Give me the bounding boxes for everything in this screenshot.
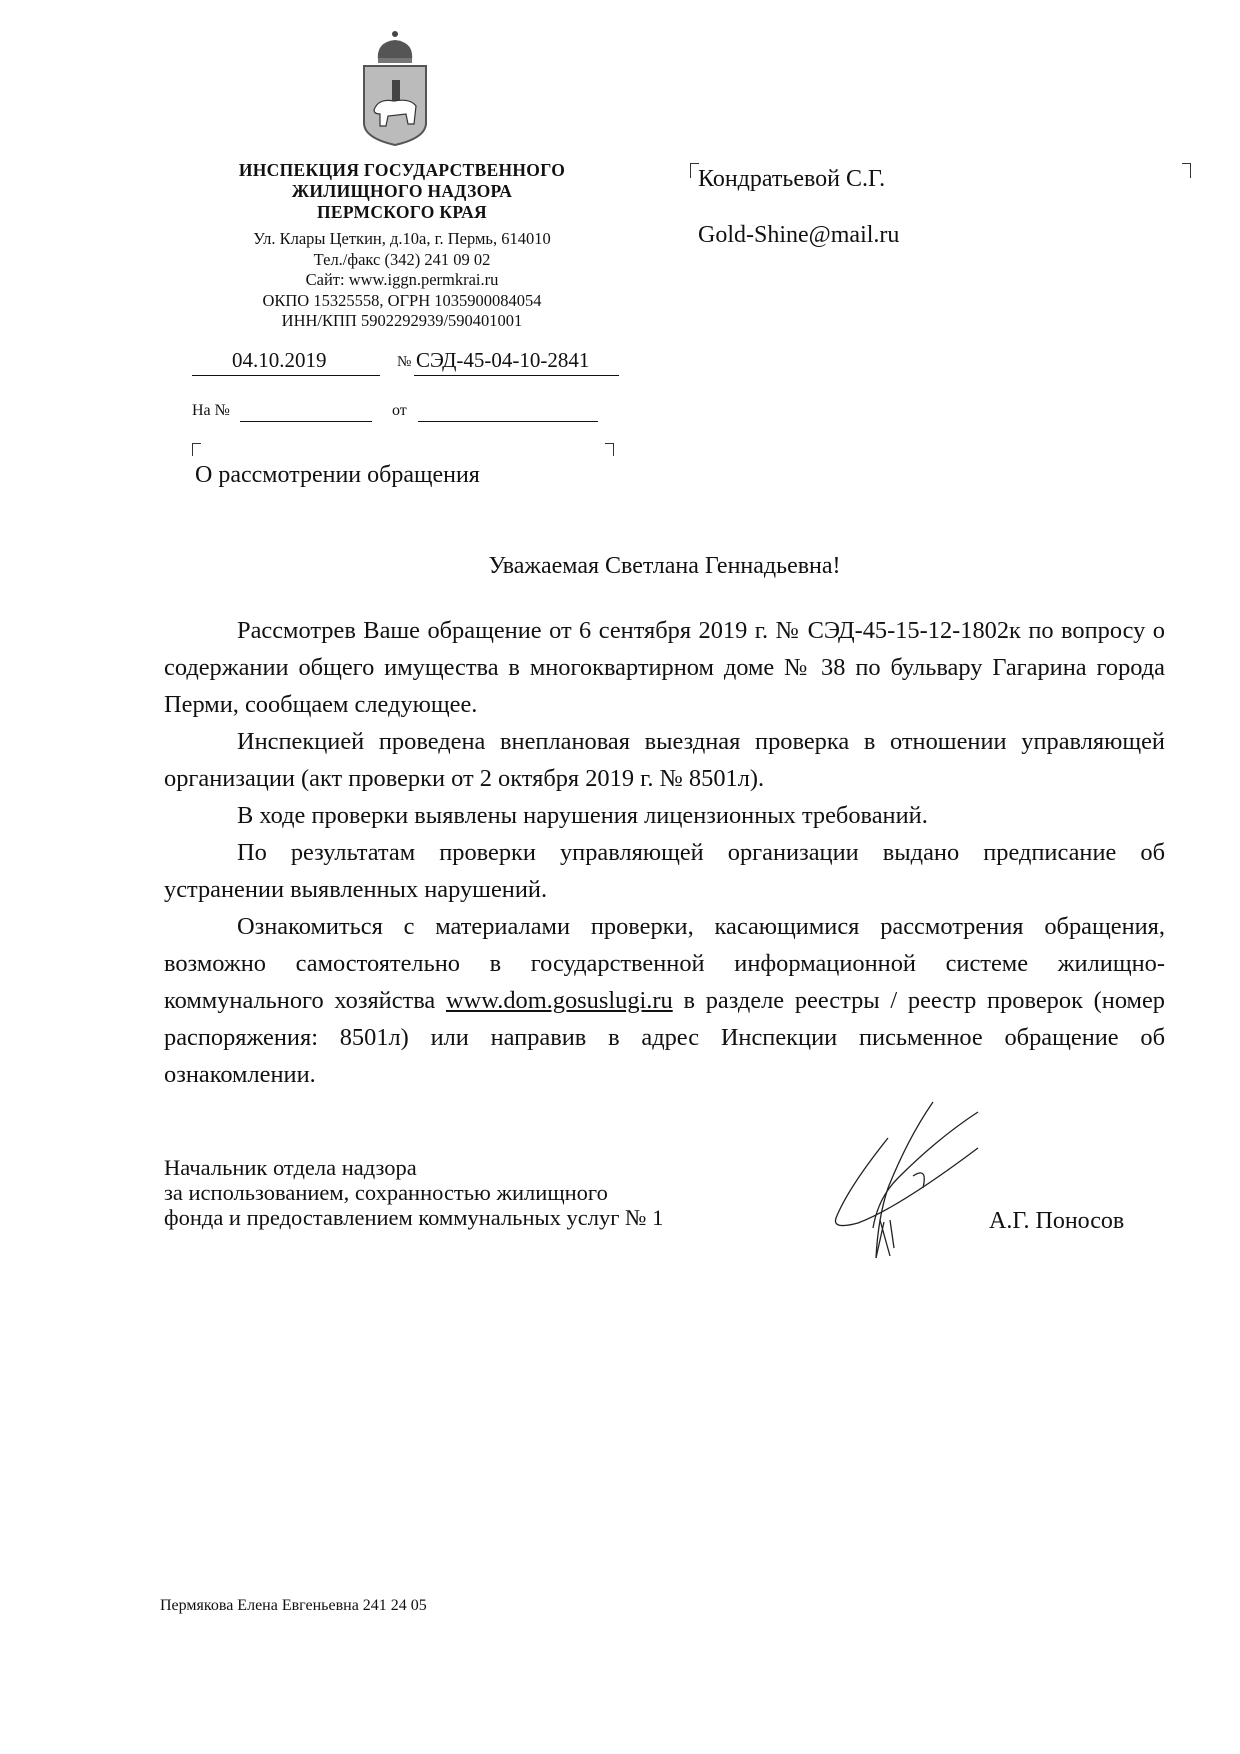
letter-date: 04.10.2019 <box>232 348 327 372</box>
org-line: ЖИЛИЩНОГО НАДЗОРА <box>291 181 513 201</box>
website-line: Сайт: www.iggn.permkrai.ru <box>305 270 499 289</box>
letter-number: СЭД-45-04-10-2841 <box>416 348 590 372</box>
reply-to-line <box>192 402 622 426</box>
paragraph: Рассмотрев Ваше обращение от 6 сентября 2019 г. № СЭД-45-15-12-1802к по вопросу о содержании общего имущества в многоквартирном доме № 38 по бульвару Гагарина города Перми, сообщаем следующее. <box>164 617 1165 718</box>
paragraph-text: в разделе реестры / реестр проверок (номер распоряжения: 8501л) или направив в адрес Инспекции письменное обращение об ознакомлении. <box>164 987 1166 1088</box>
perm-krai-coat-of-arms-icon <box>360 28 430 148</box>
position-line: Начальник отдела надзора <box>164 1155 417 1180</box>
executor-contact: Пермякова Елена Евгеньевна 241 24 05 <box>160 1597 427 1614</box>
signatory-position <box>164 1155 663 1230</box>
bracket-mark <box>605 443 614 456</box>
reply-to-label: На № <box>192 402 230 419</box>
org-line: ИНСПЕКЦИЯ ГОСУДАРСТВЕННОГО <box>238 160 566 180</box>
paragraph-text: Ознакомиться с материалами проверки, касающимися рассмотрения обращения, возможно самостоятельно в государственной информационной системе жилищно-коммунального хозяйства <box>164 913 1165 1014</box>
address-line: Ул. Клары Цеткин, д.10а, г. Пермь, 614010 <box>253 229 551 248</box>
paragraph: По результатам проверки управляющей организации выдано предписание об устранении выявленных нарушений. <box>164 839 1165 903</box>
salutation: Уважаемая Светлана Геннадьевна! <box>488 553 841 579</box>
organization-name <box>192 160 612 332</box>
paragraph: Инспекцией проведена внеплановая выездная проверка в отношении управляющей организации (акт проверки от 2 октября 2019 г. № 8501л). <box>164 728 1165 792</box>
number-label: № <box>397 354 412 370</box>
bracket-mark <box>1182 163 1191 178</box>
phone-line: Тел./факс (342) 241 09 02 <box>313 249 491 269</box>
bracket-mark <box>192 443 201 456</box>
from-label: от <box>392 402 407 419</box>
position-line: фонда и предоставлением коммунальных услуг № 1 <box>164 1205 664 1230</box>
handwritten-signature <box>828 1098 988 1260</box>
addressee-name: Кондратьевой С.Г. <box>698 166 886 192</box>
subject-line: О рассмотрении обращения <box>195 462 480 488</box>
okpo-ogrn-line: ОКПО 15325558, ОГРН 1035900084054 <box>262 290 542 310</box>
org-line: ПЕРМСКОГО КРАЯ <box>317 202 487 222</box>
registration-line <box>192 348 632 378</box>
gis-zhkh-link[interactable]: www.dom.gosuslugi.ru <box>445 987 673 1014</box>
signatory-name: А.Г. Поносов <box>989 1208 1125 1234</box>
inn-kpp-line: ИНН/КПП 5902292939/590401001 <box>281 311 523 330</box>
paragraph <box>164 908 1165 1093</box>
addressee-email: Gold-Shine@mail.ru <box>698 222 900 248</box>
paragraph: В ходе проверки выявлены нарушения лицензионных требований. <box>237 802 928 829</box>
position-line: за использованием, сохранностью жилищного <box>164 1180 608 1205</box>
letter-body <box>164 612 1165 1093</box>
